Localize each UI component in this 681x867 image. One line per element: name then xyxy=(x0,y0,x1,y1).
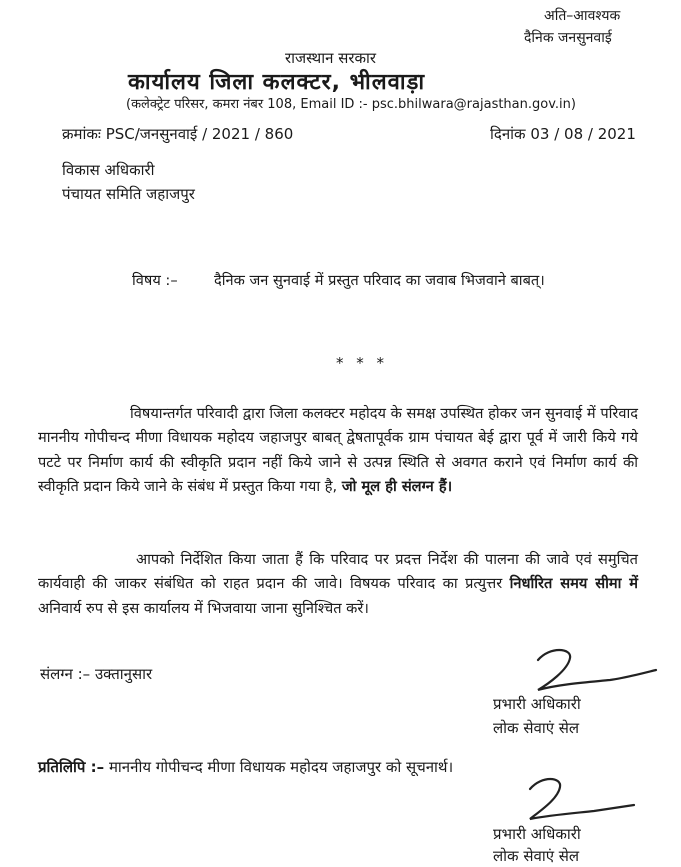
signature-2-unit: लोक सेवाएं सेल xyxy=(493,847,580,865)
separator: * * * xyxy=(336,354,389,372)
subject-text: दैनिक जन सुनवाई में प्रस्तुत परिवाद का जवाब भिजवाने बाबत्। xyxy=(214,272,545,289)
recipient-office: पंचायत समिति जहाजपुर xyxy=(62,185,195,203)
office-address: (कलेक्ट्रेट परिसर, कमरा नंबर 108, Email ID :- psc.bhilwara@rajasthan.gov.in) xyxy=(126,97,576,112)
office-title: कार्यालय जिला कलक्टर, भीलवाड़ा xyxy=(128,70,426,95)
signature-2-title: प्रभारी अधिकारी xyxy=(493,825,581,843)
body-paragraph-1-bold: जो मूल ही संलग्न हैं। xyxy=(341,478,453,496)
body-paragraph-1-text: विषयान्तर्गत परिवादी द्वारा जिला कलक्टर महोदय के समक्ष उपस्थित होकर जन सुनवाई में परिवाद माननीय गोपीचन्द मीणा विधायक महोदय जहाजपुर बाबत् द्वेषतापूर्वक ग्राम पंचायत बेई द्वारा पूर्व में जारी किये गये पटटे पर निर्माण कार्य की स्वीकृति प्रदान नहीं किये जाने से उत्पन्न स्थिति से अवगत कराने एवं निर्माण कार्य की स्वीकृति प्रदान किये जाने के संबंध में प्रस्तुत किया गया है, xyxy=(38,405,638,496)
copy-label: प्रतिलिपि :– xyxy=(38,758,105,776)
letter-date: दिनांक 03 / 08 / 2021 xyxy=(490,125,636,143)
subject-block xyxy=(132,268,642,293)
urgency-label: अति–आवश्यक xyxy=(544,8,621,24)
signature-1-mark xyxy=(530,644,660,696)
recipient-designation: विकास अधिकारी xyxy=(62,161,155,179)
subject-label: विषय :– xyxy=(132,272,178,289)
category-label: दैनिक जनसुनवाई xyxy=(524,30,612,46)
copy-text: माननीय गोपीचन्द मीणा विधायक महोदय जहाजपुर को सूचनार्थ। xyxy=(108,758,454,776)
copy-block xyxy=(38,757,453,777)
signature-2-mark xyxy=(520,775,640,825)
body-paragraph-2-bold: निर्धारित समय सीमा में xyxy=(509,575,638,593)
signature-1-title: प्रभारी अधिकारी xyxy=(493,695,581,713)
signature-1-unit: लोक सेवाएं सेल xyxy=(493,719,580,737)
enclosure-line: संलग्न :– उक्तानुसार xyxy=(40,665,153,683)
body-paragraph-1 xyxy=(38,402,638,500)
body-paragraph-2-text-a: आपको निर्देशित किया जाता हैं कि परिवाद पर प्रदत्त निर्देश की पालना की जावे एवं समुचित कार्यवाही की जाकर संबंधित को राहत प्रदान की जावे। विषयक परिवाद का प्रत्युत्तर xyxy=(38,551,638,593)
body-paragraph-2 xyxy=(38,548,638,621)
government-name: राजस्थान सरकार xyxy=(285,49,377,67)
reference-number: क्रमांकः PSC/जनसुनवाई / 2021 / 860 xyxy=(62,125,294,143)
body-paragraph-2-text-b: अनिवार्य रुप से इस कार्यालय में भिजवाया जाना सुनिश्चित करें। xyxy=(38,599,369,617)
